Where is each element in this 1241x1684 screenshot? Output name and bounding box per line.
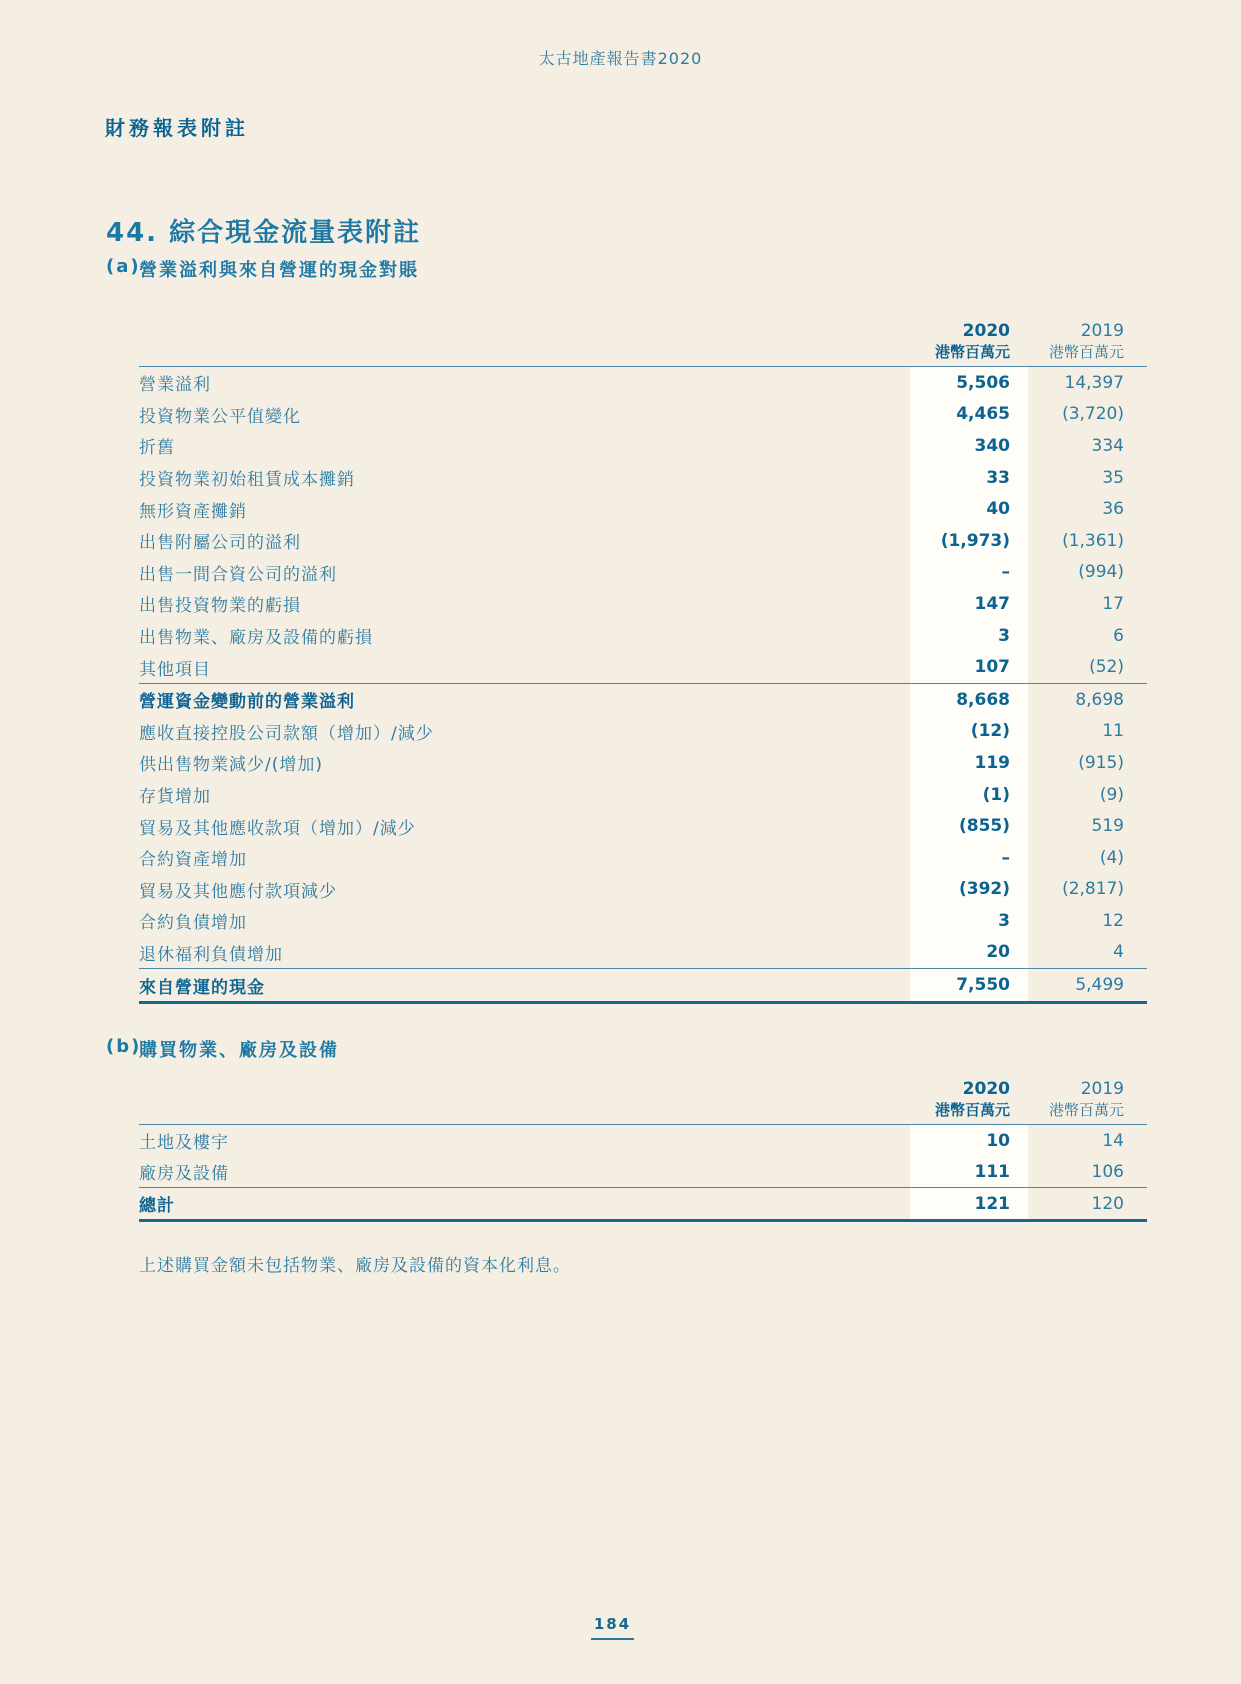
table-b-body (139, 1125, 1147, 1222)
value-2019: 12 (1102, 910, 1124, 931)
value-2019: (994) (1078, 562, 1124, 583)
row-label: 貿易及其他應付款項減少 (139, 881, 337, 902)
value-2019: 11 (1102, 721, 1124, 742)
table-a-header-years (139, 320, 1147, 341)
value-2020: 107 (974, 657, 1010, 678)
row-label: 投資物業公平值變化 (139, 406, 301, 427)
column-unit-2020: 港幣百萬元 (934, 342, 1010, 361)
value-2020: 10 (986, 1130, 1010, 1151)
table-row (139, 367, 1147, 399)
column-unit-2019: 港幣百萬元 (1048, 1100, 1124, 1119)
subsection-b-marker: (b) (106, 1036, 142, 1057)
ppe-purchase-table (139, 1078, 1147, 1222)
table-a-header-units (139, 341, 1147, 361)
value-2020: 119 (974, 752, 1010, 773)
value-2019: (52) (1089, 657, 1124, 678)
table-b-header-years (139, 1078, 1147, 1099)
table-row (139, 525, 1147, 557)
row-label: 貿易及其他應收款項（增加）/減少 (139, 818, 416, 839)
table-row (139, 430, 1147, 462)
value-2020: 7,550 (956, 975, 1010, 996)
value-2020: 147 (974, 593, 1010, 614)
table-a-bottom-rule (139, 1001, 1147, 1004)
row-label: 出售附屬公司的溢利 (139, 533, 301, 554)
value-2019: 334 (1091, 435, 1124, 456)
row-label: 存貨增加 (139, 787, 211, 808)
table-row (139, 779, 1147, 811)
column-unit-2020: 港幣百萬元 (934, 1100, 1010, 1119)
table-row (139, 842, 1147, 874)
table-row (139, 588, 1147, 620)
table-row (139, 810, 1147, 842)
value-2020: 20 (986, 942, 1010, 963)
row-label: 投資物業初始租賃成本攤銷 (139, 470, 355, 491)
row-label: 其他項目 (139, 659, 211, 680)
value-2019: 36 (1102, 499, 1124, 520)
value-2020: 4,465 (956, 404, 1010, 425)
row-label: 退休福利負債增加 (139, 944, 283, 965)
value-2020: – (1001, 847, 1010, 868)
table-b-bottom-rule (139, 1219, 1147, 1222)
row-label: 供出售物業減少/(增加) (139, 755, 323, 776)
subtotal-row (139, 684, 1147, 716)
table-row (139, 557, 1147, 589)
value-2020: (1) (982, 784, 1010, 805)
row-label: 合約資產增加 (139, 850, 247, 871)
column-unit-2019: 港幣百萬元 (1048, 342, 1124, 361)
page-number-value: 184 (591, 1615, 634, 1640)
value-2019: (1,361) (1062, 530, 1124, 551)
value-2019: 120 (1091, 1193, 1124, 1214)
value-2019: 8,698 (1075, 689, 1124, 710)
row-label: 合約負債增加 (139, 913, 247, 934)
subsection-a-title (106, 256, 419, 282)
value-2020: 3 (998, 910, 1010, 931)
value-2019: 106 (1091, 1161, 1124, 1182)
table-row (139, 620, 1147, 652)
row-label: 出售物業、廠房及設備的虧損 (139, 628, 373, 649)
value-2020: (1,973) (940, 530, 1010, 551)
note-44-heading: 44. 綜合現金流量表附註 (106, 218, 422, 248)
table-row (139, 462, 1147, 494)
table-row (139, 651, 1147, 683)
subsection-b-label: 購買物業、廠房及設備 (139, 1040, 339, 1061)
value-2019: 6 (1113, 625, 1124, 646)
row-label: 總計 (139, 1196, 175, 1216)
table-row (139, 747, 1147, 779)
row-label: 應收直接控股公司款額（增加）/減少 (139, 723, 434, 744)
table-row (139, 493, 1147, 525)
row-label: 營運資金變動前的營業溢利 (139, 692, 355, 713)
page-number (0, 1614, 1225, 1640)
value-2020: – (1001, 562, 1010, 583)
row-label: 營業溢利 (139, 375, 211, 396)
value-2019: (915) (1078, 752, 1124, 773)
row-label: 來自營運的現金 (139, 977, 265, 998)
subsection-a-label: 營業溢利與來自營運的現金對賬 (139, 260, 419, 281)
value-2020: 8,668 (956, 689, 1010, 710)
value-2019: (2,817) (1062, 879, 1124, 900)
total-row (139, 969, 1147, 1001)
value-2020: 340 (974, 435, 1010, 456)
subsection-a-marker: (a) (106, 256, 141, 277)
table-row (139, 399, 1147, 431)
section-heading: 財務報表附註 (105, 116, 249, 140)
table-row (139, 1156, 1147, 1187)
column-header-2020: 2020 (962, 320, 1010, 341)
table-row (139, 716, 1147, 748)
value-2020: 5,506 (956, 372, 1010, 393)
value-2019: 4 (1113, 942, 1124, 963)
value-2019: 17 (1102, 593, 1124, 614)
value-2019: (9) (1099, 784, 1124, 805)
table-row (139, 1125, 1147, 1156)
table-row (139, 874, 1147, 906)
value-2020: (855) (958, 816, 1010, 837)
reconciliation-table (139, 320, 1147, 1004)
row-label: 廠房及設備 (139, 1164, 229, 1184)
value-2020: (12) (970, 721, 1010, 742)
value-2020: 111 (974, 1161, 1010, 1182)
value-2020: (392) (958, 879, 1010, 900)
value-2020: 3 (998, 625, 1010, 646)
value-2020: 33 (986, 467, 1010, 488)
row-label: 出售投資物業的虧損 (139, 596, 301, 617)
column-header-2020: 2020 (962, 1078, 1010, 1099)
row-label: 土地及樓宇 (139, 1133, 229, 1153)
row-label: 折舊 (139, 438, 175, 459)
document-running-header: 太古地產報告書2020 (538, 49, 703, 68)
total-row (139, 1188, 1147, 1219)
row-label: 無形資產攤銷 (139, 501, 247, 522)
value-2019: 5,499 (1075, 975, 1124, 996)
table-row (139, 905, 1147, 937)
table-a-body (139, 367, 1147, 1004)
column-header-2019: 2019 (1080, 320, 1124, 341)
value-2019: (3,720) (1062, 404, 1124, 425)
value-2019: 14,397 (1064, 372, 1124, 393)
value-2020: 40 (986, 499, 1010, 520)
value-2019: (4) (1099, 847, 1124, 868)
table-row (139, 937, 1147, 969)
value-2019: 35 (1102, 467, 1124, 488)
value-2020: 121 (974, 1193, 1010, 1214)
subsection-b-title (106, 1036, 339, 1062)
value-2019: 519 (1091, 816, 1124, 837)
column-header-2019: 2019 (1080, 1078, 1124, 1099)
value-2019: 14 (1102, 1130, 1124, 1151)
table-b-header-units (139, 1099, 1147, 1119)
capitalised-interest-footnote: 上述購買金額未包括物業、廠房及設備的資本化利息。 (139, 1256, 571, 1276)
row-label: 出售一間合資公司的溢利 (139, 564, 337, 585)
